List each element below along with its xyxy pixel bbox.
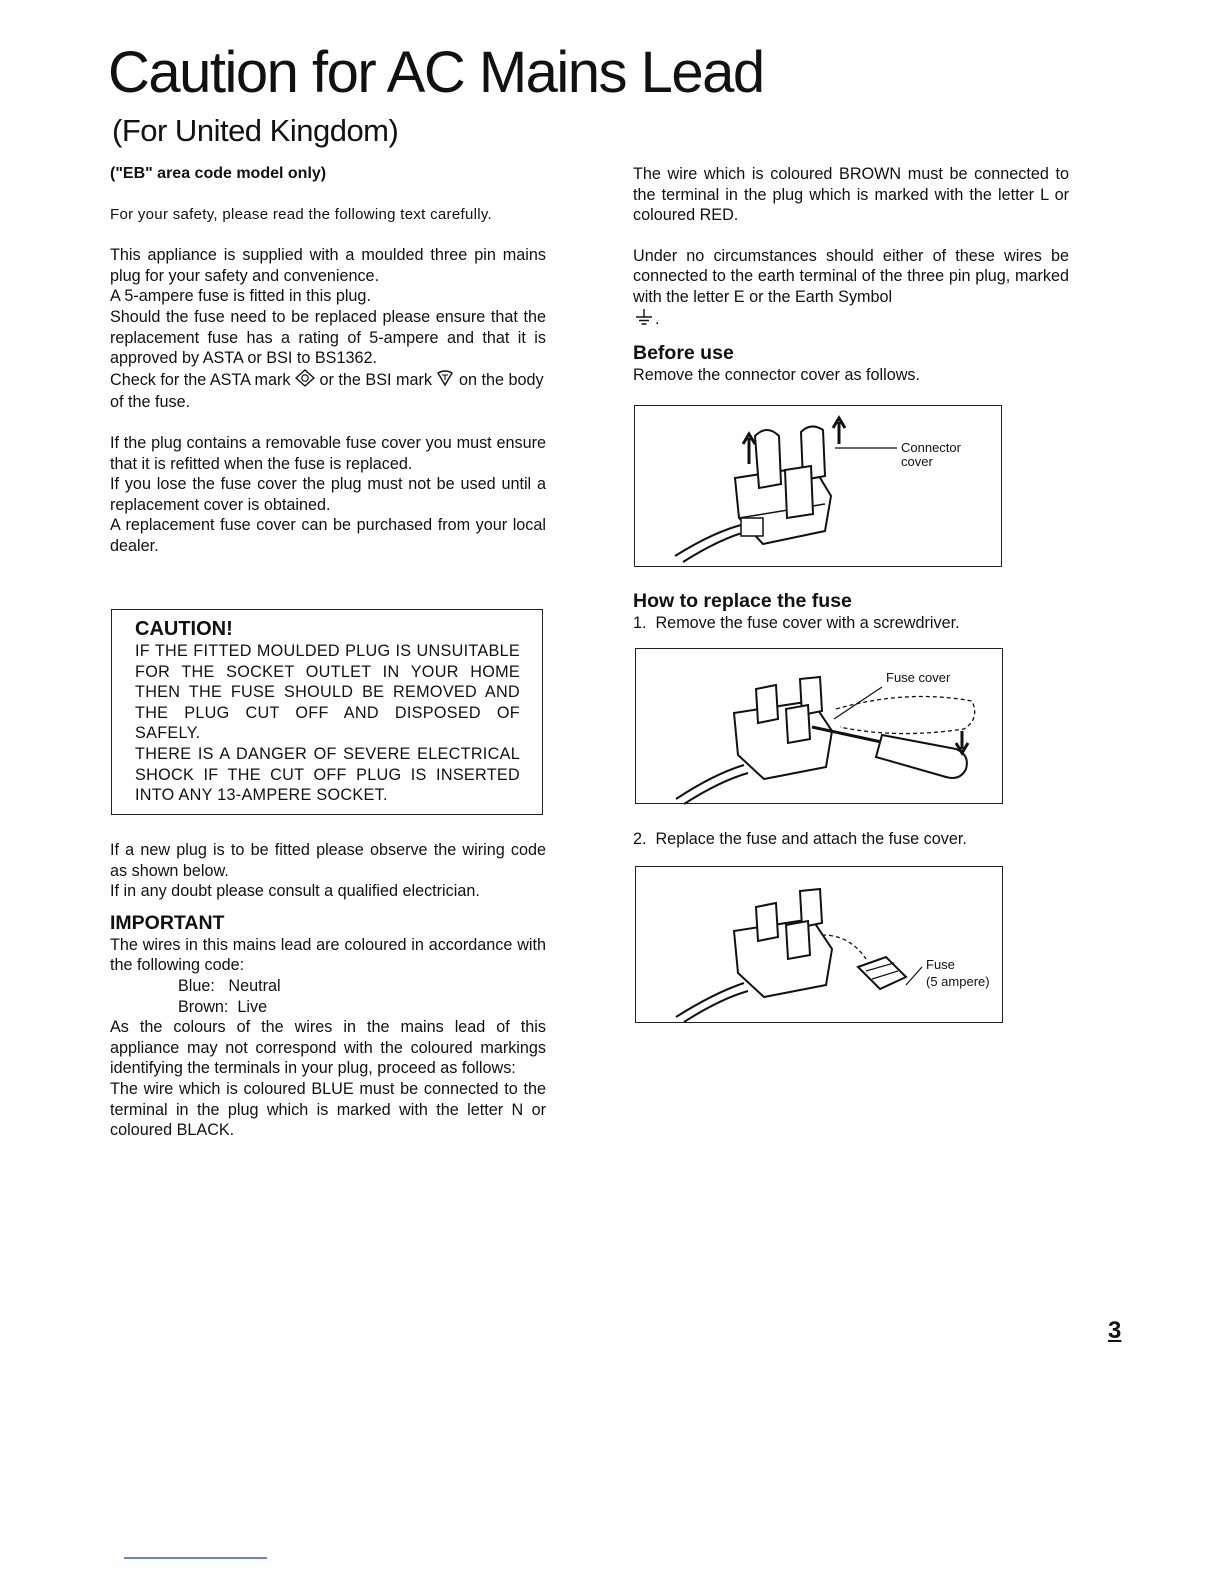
asta-mark-icon bbox=[295, 369, 315, 393]
blue-neutral-code: Blue: Neutral bbox=[178, 976, 281, 995]
replace-fuse-section bbox=[633, 589, 1069, 634]
earth-warning-text bbox=[633, 246, 1069, 331]
check-text-a: Check for the ASTA mark bbox=[110, 370, 291, 389]
removable-cover-text: If the plug contains a removable fuse cover you must ensure that it is refitted when the fuse is replaced. bbox=[110, 433, 546, 473]
step-2-section bbox=[633, 829, 1069, 850]
fuse-replacement-illustration bbox=[636, 867, 1004, 1024]
purchase-cover-text: A replacement fuse cover can be purchased from your local dealer. bbox=[110, 516, 546, 555]
area-code-note: ("EB" area code model only) bbox=[110, 165, 327, 182]
blue-wire-rule: The wire which is coloured BLUE must be connected to the terminal in the plug which is marked with the letter N or coloured BLACK. bbox=[110, 1079, 546, 1140]
caution-text-2: THERE IS A DANGER OF SEVERE ELECTRICAL SHOCK IF THE CUT OFF PLUG IS INSERTED INTO ANY 13-AMPERE SOCKET. bbox=[135, 744, 520, 805]
connector-cover-figure bbox=[634, 405, 1002, 567]
brown-wire-rule: The wire which is coloured BROWN must be connected to the terminal in the plug which is marked with the letter L or coloured RED. bbox=[633, 165, 1069, 225]
safety-intro: For your safety, please read the following text carefully. bbox=[110, 205, 493, 223]
step-2-text: 2. Replace the fuse and attach the fuse cover. bbox=[633, 830, 967, 848]
fuse-cover-label: Fuse cover bbox=[886, 670, 951, 685]
page-title: Caution for AC Mains Lead bbox=[108, 40, 764, 105]
check-text-c: on the body of the fuse. bbox=[110, 370, 544, 412]
important-heading: IMPORTANT bbox=[110, 911, 225, 934]
page-subtitle: (For United Kingdom) bbox=[112, 113, 399, 148]
fuse-figure bbox=[635, 866, 1003, 1023]
check-marks-text bbox=[110, 369, 546, 413]
fuse-label-2: (5 ampere) bbox=[926, 974, 990, 989]
wires-intro-text: The wires in this mains lead are coloured in accordance with the following code: bbox=[110, 935, 546, 975]
right-column-top bbox=[633, 164, 1069, 386]
plug-connector-illustration bbox=[635, 406, 1003, 568]
replace-fuse-heading: How to replace the fuse bbox=[633, 590, 852, 612]
doubt-text: If in any doubt please consult a qualified electrician. bbox=[110, 882, 480, 901]
caution-text-1: IF THE FITTED MOULDED PLUG IS UNSUITABLE FOR THE SOCKET OUTLET IN YOUR HOME THEN THE FUSE SHOULD BE REMOVED AND THE PLUG CUT OFF AND DISPOSED OF SAFELY. bbox=[135, 642, 520, 743]
earth-symbol-icon bbox=[633, 308, 655, 332]
connector-cover-label-1: Connector bbox=[901, 440, 961, 455]
bsi-kitemark-icon bbox=[436, 369, 454, 393]
earth-suffix: . bbox=[655, 309, 660, 328]
supplied-paragraph: This appliance is supplied with a moulded three pin mains plug for your safety and convenience. bbox=[110, 246, 546, 285]
check-text-b: or the BSI mark bbox=[319, 370, 432, 389]
fuse-cover-figure bbox=[635, 648, 1003, 804]
caution-box bbox=[111, 609, 543, 815]
lost-cover-text: If you lose the fuse cover the plug must not be used until a replacement cover is obtained. bbox=[110, 475, 546, 514]
bottom-rule bbox=[124, 1557, 267, 1559]
colours-note-text: As the colours of the wires in the mains lead of this appliance may not correspond with the coloured markings identifying the terminals in your plug, proceed as follows: bbox=[110, 1018, 546, 1078]
connector-cover-label-2: cover bbox=[901, 454, 933, 469]
step-1-text: 1. Remove the fuse cover with a screwdriver. bbox=[633, 614, 960, 632]
before-use-text: Remove the connector cover as follows. bbox=[633, 366, 921, 385]
left-column-bottom bbox=[110, 840, 546, 1141]
fuse-fitted-text: A 5-ampere fuse is fitted in this plug. bbox=[110, 287, 371, 306]
before-use-heading: Before use bbox=[633, 342, 734, 365]
caution-heading: CAUTION! bbox=[135, 618, 233, 640]
page-number: 3 bbox=[1108, 1317, 1122, 1344]
replacement-fuse-text: Should the fuse need to be replaced please ensure that the replacement fuse has a rating of 5-ampere and that it is approved by ASTA or BSI to BS1362. bbox=[110, 307, 546, 368]
left-column-top bbox=[110, 164, 546, 557]
fuse-label-1: Fuse bbox=[926, 957, 955, 972]
earth-warning-body: Under no circumstances should either of these wires be connected to the earth terminal of the three pin plug, marked with the letter E or the Earth Symbol bbox=[633, 246, 1069, 306]
brown-live-code: Brown: Live bbox=[178, 997, 268, 1016]
new-plug-text: If a new plug is to be fitted please observe the wiring code as shown below. bbox=[110, 841, 546, 880]
